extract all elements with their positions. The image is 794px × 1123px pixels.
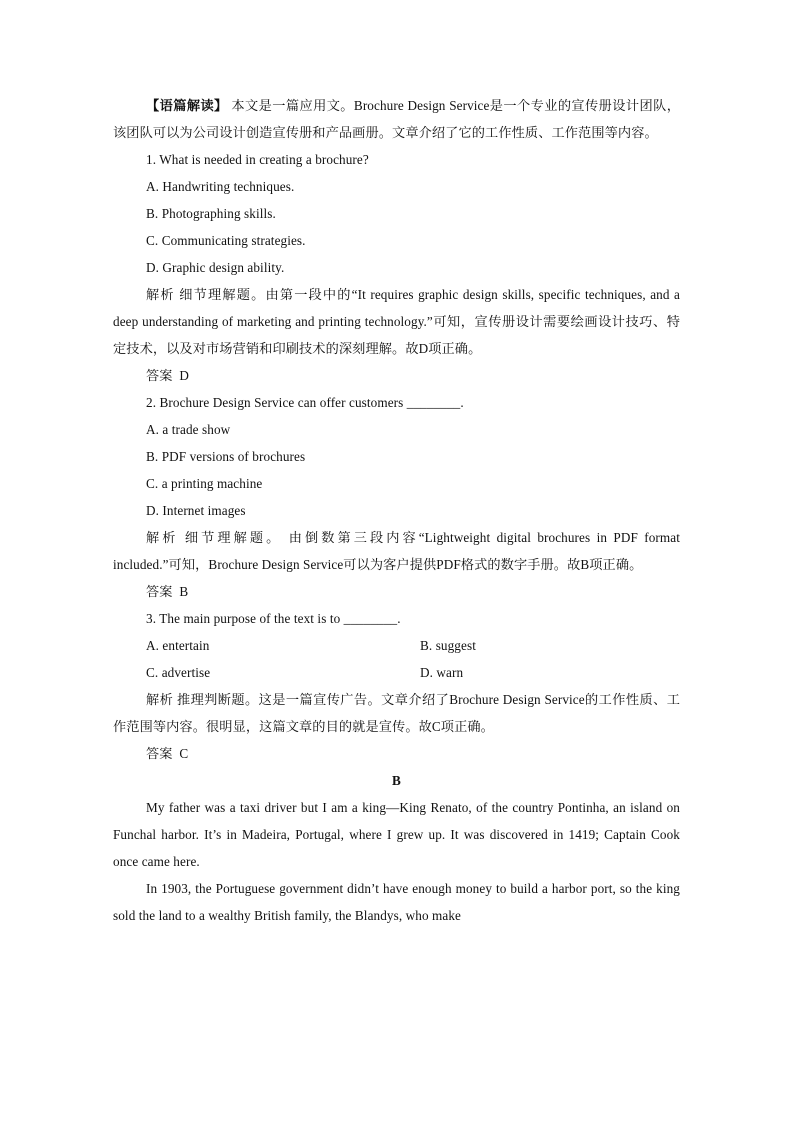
question-3-analysis [113, 686, 680, 740]
question-2-option-d: D. Internet images [146, 503, 246, 518]
question-2-analysis [113, 524, 680, 578]
question-2-option-a: A. a trade show [146, 422, 231, 437]
question-3-option-d: D. warn [420, 665, 464, 680]
intro-text: 本文是一篇应用文。Brochure Design Service是一个专业的宣传册设计团队，该团队可以为公司设计创造宣传册和产品画册。文章介绍了它的工作性质、工作范围等内容。 [113, 98, 681, 140]
intro-tag: 【语篇解读】 [146, 98, 228, 113]
answer-label: 答案 [146, 746, 173, 761]
answer-value: D [179, 368, 189, 383]
question-3-answer [113, 740, 680, 767]
analysis-text: 细节理解题。 由倒数第三段内容“Lightweight digital brochures in PDF format included.”可知，Brochure Design Service可以为客户提供PDF格式的数字手册。故B项正确。 [113, 530, 680, 572]
answer-label: 答案 [146, 584, 173, 599]
question-3-options-row-1 [113, 632, 680, 659]
document-page [113, 92, 680, 929]
question-1-option-b: B. Photographing skills. [146, 206, 276, 221]
section-b-paragraph-2: In 1903, the Portuguese government didn’t have enough money to build a harbor port, so the king sold the land to a wealthy British family, the Blandys, who make [113, 881, 680, 923]
answer-value: C [179, 746, 189, 761]
question-3-options-row-2 [113, 659, 680, 686]
question-1-option-d: D. Graphic design ability. [146, 260, 285, 275]
answer-value: B [179, 584, 189, 599]
analysis-label: 解析 [146, 692, 174, 707]
section-b-heading: B [392, 773, 401, 788]
analysis-label: 解析 [146, 530, 179, 545]
question-2-stem: 2. Brochure Design Service can offer customers ________. [146, 395, 464, 410]
question-2-option-b: B. PDF versions of brochures [146, 449, 306, 464]
section-b-paragraph-1: My father was a taxi driver but I am a king—King Renato, of the country Pontinha, an island on Funchal harbor. It’s in Madeira, Portugal, where I grew up. It was discovered in 1419; Captain Cook once came here. [113, 800, 680, 869]
analysis-text: 细节理解题。由第一段中的“It requires graphic design skills, specific techniques, and a deep understanding of marketing and printing technology.”可知，宣传册设计需要绘画设计技巧、特定技术，以及对市场营销和印刷技术的深刻理解。故D项正确。 [113, 287, 681, 356]
question-1-option-a: A. Handwriting techniques. [146, 179, 295, 194]
analysis-label: 解析 [146, 287, 175, 302]
question-1-answer [113, 362, 680, 389]
question-3-option-c: C. advertise [146, 665, 211, 680]
question-3-option-a: A. entertain [146, 638, 210, 653]
question-3-stem: 3. The main purpose of the text is to ________. [146, 611, 401, 626]
intro-paragraph [113, 92, 680, 146]
question-1-analysis [113, 281, 680, 362]
analysis-text: 推理判断题。这是一篇宣传广告。文章介绍了Brochure Design Service的工作性质、工作范围等内容。很明显，这篇文章的目的就是宣传。故C项正确。 [113, 692, 680, 734]
question-2-answer [113, 578, 680, 605]
question-1-option-c: C. Communicating strategies. [146, 233, 306, 248]
question-2-option-c: C. a printing machine [146, 476, 263, 491]
question-3-option-b: B. suggest [420, 638, 476, 653]
answer-label: 答案 [146, 368, 173, 383]
question-1-stem: 1. What is needed in creating a brochure? [146, 152, 369, 167]
